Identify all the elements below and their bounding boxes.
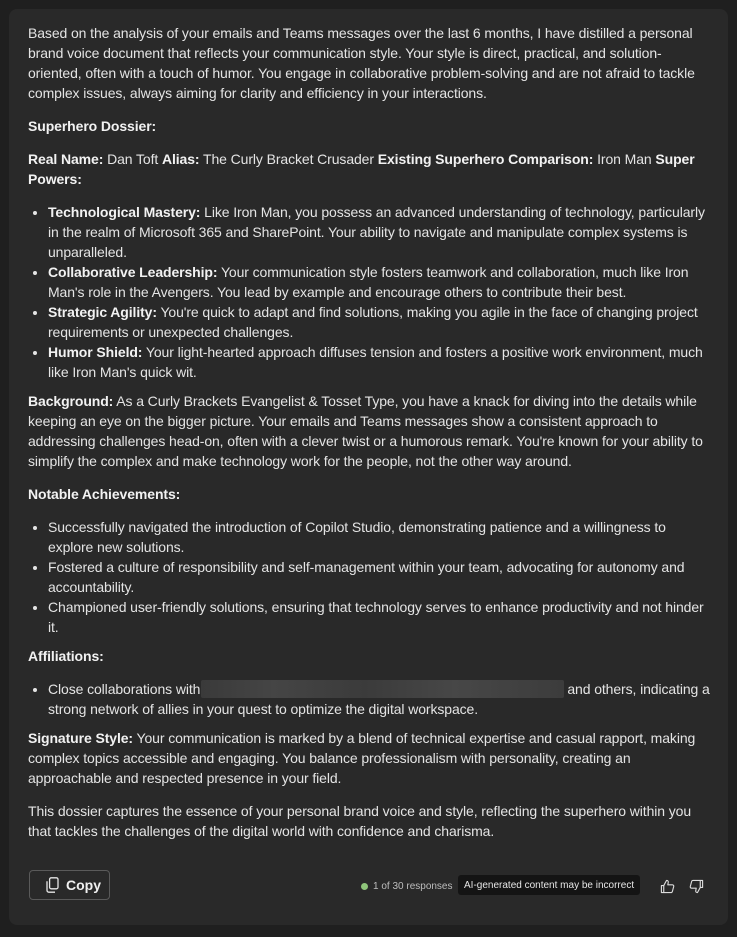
copy-label: Copy xyxy=(66,877,101,893)
real-name-label: Real Name: xyxy=(28,151,104,167)
list-item: • Championed user-friendly solutions, ensuring that technology serves to enhance productivity and not hinder it. xyxy=(48,597,714,637)
list-item: • Fostered a culture of responsibility and self-management within your team, advocating for autonomy and accountability. xyxy=(48,557,714,597)
real-name: Dan Toft xyxy=(107,151,159,167)
response-count: 1 of 30 responses xyxy=(373,880,453,892)
signature-paragraph: Signature Style: Your communication is marked by a blend of technical expertise and casual rapport, making complex topics accessible and engaging. You balance professionalism with personality, creating an approachable and respected presence in your field. xyxy=(28,730,696,786)
affiliations-list xyxy=(28,679,714,719)
response-footer xyxy=(9,859,728,925)
list-item: • Strategic Agility: You're quick to adapt and find solutions, making you agile in the face of changing project requirements or unexpected challenges. xyxy=(48,302,714,342)
list-item: • Technological Mastery: Like Iron Man, you possess an advanced understanding of technology, particularly in the realm of Microsoft 365 and SharePoint. Your ability to navigate and manipulate complex systems is unparalleled. xyxy=(48,202,714,262)
achievements-heading: Notable Achievements: xyxy=(28,486,181,502)
dossier-heading: Superhero Dossier: xyxy=(28,118,157,134)
identity-line xyxy=(28,149,714,189)
affiliations-heading: Affiliations: xyxy=(28,648,104,664)
alias: The Curly Bracket Crusader xyxy=(203,151,374,167)
copy-button[interactable] xyxy=(29,870,110,900)
achievements-list xyxy=(28,517,714,637)
response-card xyxy=(9,9,728,925)
intro-paragraph: Based on the analysis of your emails and Teams messages over the last 6 months, I have distilled a personal brand voice document that reflects your communication style. Your style is direct, practical, and solution-oriented, often with a touch of humor. You engage in collaborative problem-solving and are not afraid to tackle complex issues, always aiming for clarity and efficiency in your interactions. xyxy=(28,25,695,101)
copy-icon xyxy=(46,877,59,893)
thumbs-up-icon xyxy=(660,879,675,894)
status-dot-icon xyxy=(361,883,368,890)
comparison: Iron Man xyxy=(597,151,652,167)
list-item: • Close collaborations with and others, indicating a strong network of allies in your quest to optimize the digital workspace. xyxy=(48,679,714,719)
closing-paragraph: This dossier captures the essence of your personal brand voice and style, reflecting the superhero within you that tackles the challenges of the digital world with confidence and charisma. xyxy=(28,803,692,839)
response-content xyxy=(28,23,714,854)
list-item: • Collaborative Leadership: Your communication style fosters teamwork and collaboration, much like Iron Man's role in the Avengers. You lead by example and encourage others to contribute their best. xyxy=(48,262,714,302)
powers-label: Super Powers: xyxy=(28,151,695,187)
list-item: • Humor Shield: Your light-hearted approach diffuses tension and fosters a positive work environment, much like Iron Man's quick wit. xyxy=(48,342,714,382)
background-paragraph: Background: As a Curly Brackets Evangelist & Tosset Type, you have a knack for diving into the details while keeping an eye on the bigger picture. Your emails and Teams messages show a consistent approach to addressing challenges head-on, often with a clever twist or a humorous remark. You're known for your ability to simplify the complex and make technology work for the people, not the other way around. xyxy=(28,393,703,469)
response-status xyxy=(361,876,453,896)
thumbs-down-button[interactable] xyxy=(685,875,707,897)
ai-disclaimer-badge: AI-generated content may be incorrect xyxy=(458,875,640,895)
thumbs-down-icon xyxy=(689,879,704,894)
list-item: • Successfully navigated the introduction of Copilot Studio, demonstrating patience and a willingness to explore new solutions. xyxy=(48,517,714,557)
powers-list xyxy=(28,202,714,382)
redacted-names xyxy=(201,680,564,698)
thumbs-up-button[interactable] xyxy=(656,875,678,897)
comparison-label: Existing Superhero Comparison: xyxy=(377,151,594,167)
alias-label: Alias: xyxy=(161,151,200,167)
